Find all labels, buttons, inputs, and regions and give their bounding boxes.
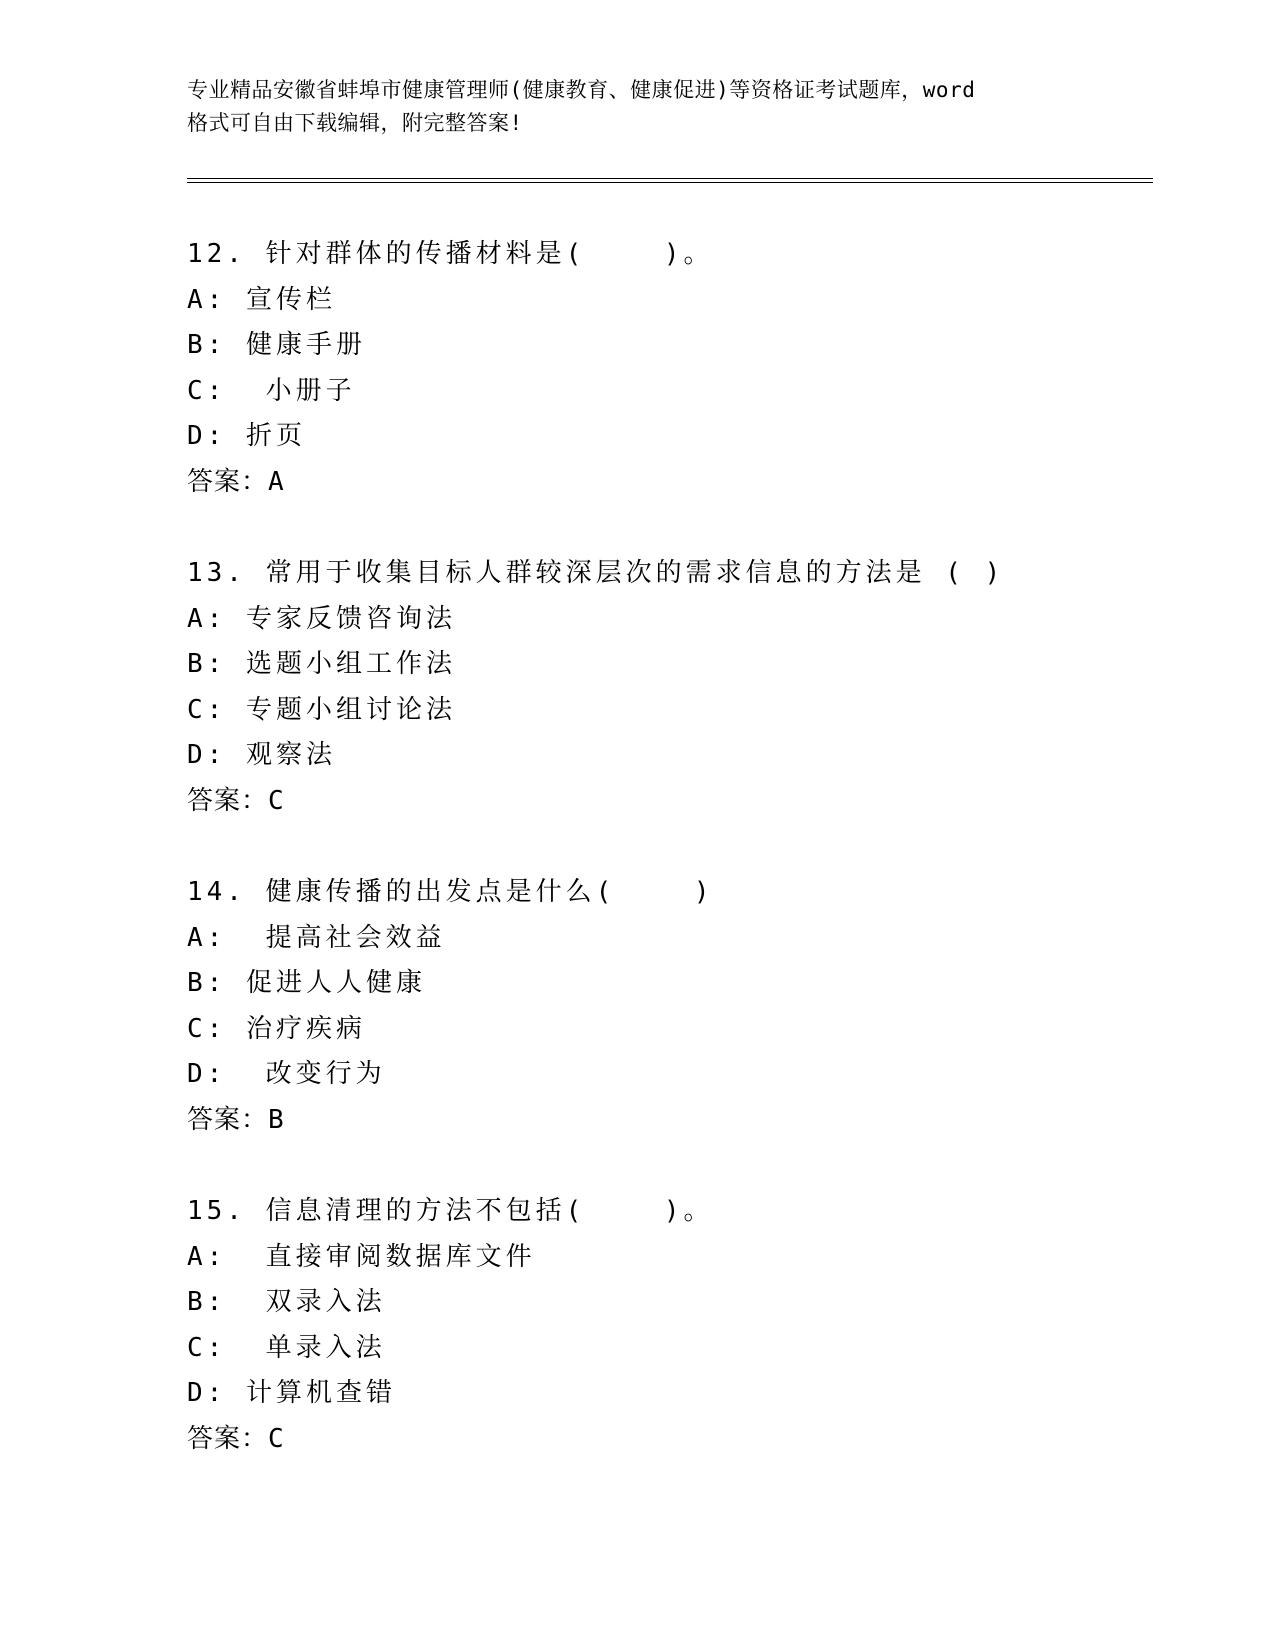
option-d: D: 计算机查错 xyxy=(187,1378,396,1408)
header-line-2: 格式可自由下载编辑，附完整答案! xyxy=(187,111,523,135)
answer xyxy=(187,779,1137,825)
question-stem: 14. 健康传播的出发点是什么( ) xyxy=(187,877,714,907)
question-stem: 12. 针对群体的传播材料是( )。 xyxy=(187,239,714,269)
option-c: C: 专题小组讨论法 xyxy=(187,694,456,725)
option-d: D: 折页 xyxy=(187,421,306,451)
question-13 xyxy=(187,551,1137,824)
option-d: D: 观察法 xyxy=(187,740,336,770)
answer-label: 答案： xyxy=(187,466,269,497)
answer-value: B xyxy=(268,1104,285,1135)
question-12 xyxy=(187,232,1137,505)
answer-label: 答案： xyxy=(187,1104,269,1135)
option-a: A: 直接审阅数据库文件 xyxy=(187,1241,536,1272)
answer xyxy=(187,460,1137,506)
question-15 xyxy=(187,1189,1137,1462)
question-14 xyxy=(187,870,1137,1143)
question-stem: 13. 常用于收集目标人群较深层次的需求信息的方法是 ( ) xyxy=(187,558,1005,588)
header-divider-bottom xyxy=(187,182,1153,183)
option-a: A: 宣传栏 xyxy=(187,284,336,315)
answer-value: C xyxy=(268,785,285,816)
option-c: C: 单录入法 xyxy=(187,1332,386,1363)
option-b: B: 促进人人健康 xyxy=(187,968,426,998)
option-b: B: 双录入法 xyxy=(187,1287,386,1317)
option-c: C: 治疗疾病 xyxy=(187,1013,366,1044)
answer-value: C xyxy=(268,1423,285,1454)
option-a: A: 专家反馈咨询法 xyxy=(187,603,456,634)
document-header xyxy=(187,74,1087,140)
option-b: B: 健康手册 xyxy=(187,330,366,360)
header-divider-top xyxy=(187,178,1153,179)
answer xyxy=(187,1098,1137,1144)
answer-value: A xyxy=(268,466,285,497)
option-b: B: 选题小组工作法 xyxy=(187,649,456,679)
question-stem: 15. 信息清理的方法不包括( )。 xyxy=(187,1196,714,1226)
answer-label: 答案： xyxy=(187,1423,269,1454)
option-a: A: 提高社会效益 xyxy=(187,922,446,953)
answer xyxy=(187,1417,1137,1463)
option-c: C: 小册子 xyxy=(187,375,356,406)
header-line-1: 专业精品安徽省蚌埠市健康管理师(健康教育、健康促进)等资格证考试题库，word xyxy=(187,78,976,102)
option-d: D: 改变行为 xyxy=(187,1059,386,1089)
answer-label: 答案： xyxy=(187,785,269,816)
